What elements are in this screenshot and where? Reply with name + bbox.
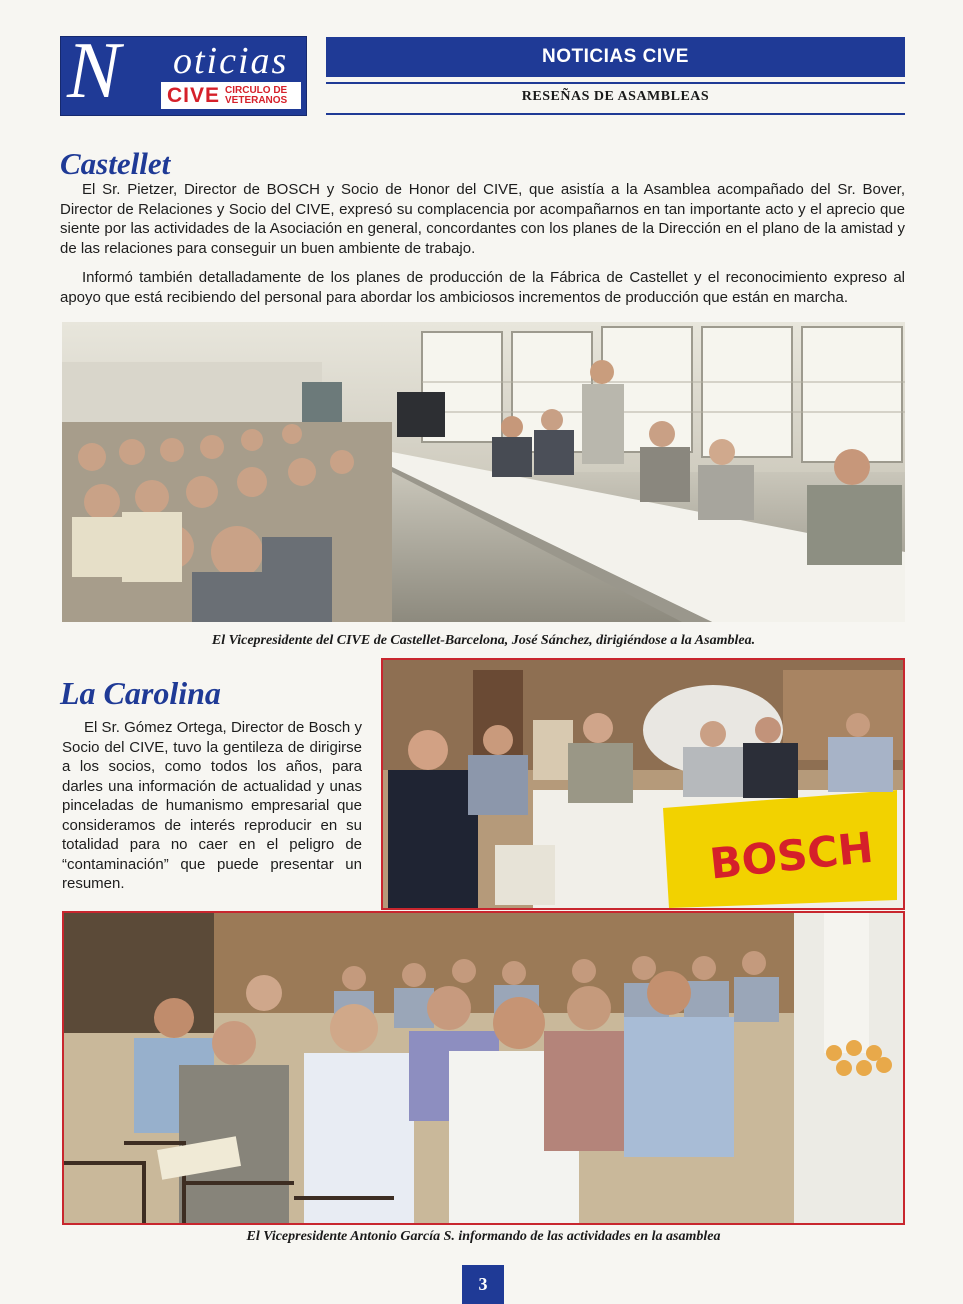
logo-letter: N: [67, 27, 121, 115]
section-subtitle: RESEÑAS DE ASAMBLEAS: [521, 89, 710, 104]
header-rule-bottom: [326, 113, 905, 115]
header-rule-top: [326, 82, 905, 84]
castellet-photo-caption: El Vicepresidente del CIVE de Castellet-Barcelona, José Sánchez, dirigiéndose a la Asamblea.: [211, 633, 756, 648]
carolina-panel-photo: [381, 658, 905, 910]
carolina-photo-caption: El Vicepresidente Antonio García S. informando de las actividades en la asamblea: [246, 1229, 721, 1244]
castellet-heading: Castellet: [60, 146, 171, 181]
logo-subtitle-line2: VETERANOS: [225, 95, 288, 106]
page-number: 3: [462, 1265, 504, 1304]
castellet-assembly-photo: [62, 322, 905, 622]
logo-subtitle: [225, 86, 287, 106]
section-title: NOTICIAS CIVE: [326, 37, 905, 77]
logo-word: oticias: [173, 40, 289, 82]
castellet-paragraph-1: El Sr. Pietzer, Director de BOSCH y Socio de Honor del CIVE, que asistía a la Asamblea acompañado del Sr. Bover, Director de Relaciones y Socio del CIVE, expresó su complacencia por acompañarnos en tan importante acto y el aprecio que siente por las actividades de la Asociación en general, concordantes con los planes de la Dirección en el plano de la amistad y de las relaciones para conseguir un buen ambiente de trabajo.: [60, 181, 905, 257]
castellet-article: [60, 180, 905, 307]
carolina-paragraph: El Sr. Gómez Ortega, Director de Bosch y Socio del CIVE, tuvo la gentileza de dirigirse a los socios, como todos los años, para darles una información de actualidad y unas pinceladas de humanismo empresarial que consideramos de interés reproducir en su totalidad para no caer en el peligro de “contaminación” que puede presentar un resumen.: [62, 719, 362, 892]
logo-subtitle-line1: CIRCULO DE: [225, 85, 288, 96]
castellet-paragraph-2: Informó también detalladamente de los planes de producción de la Fábrica de Castellet y el reconocimiento expreso al apoyo que está recibiendo del personal para abordar los ambiciosos incrementos de producción que están en marcha.: [60, 269, 905, 306]
logo-brand: CIVE: [167, 84, 221, 107]
noticias-cive-logo: [60, 27, 307, 116]
carolina-article: [62, 718, 362, 894]
carolina-heading: La Carolina: [60, 675, 221, 711]
bosch-banner-text: BOSCH: [707, 822, 876, 889]
carolina-audience-photo: [62, 911, 905, 1225]
